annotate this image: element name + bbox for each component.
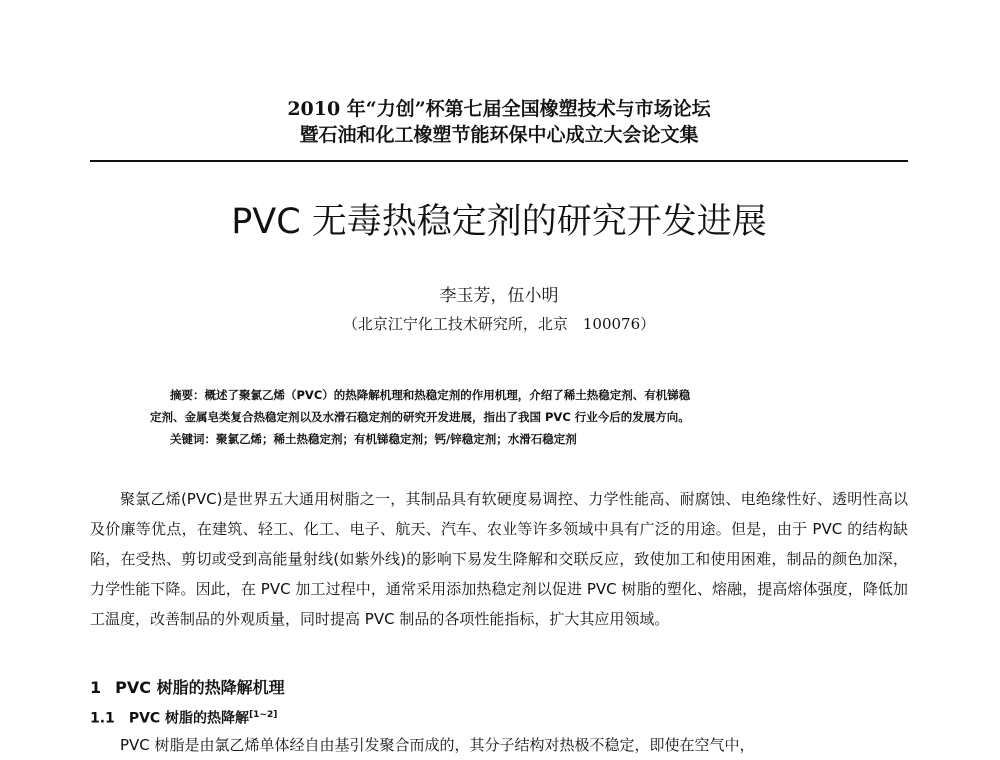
authors: 李玉芳，伍小明: [439, 286, 559, 306]
keywords: 关键词：聚氯乙烯；稀土热稳定剂；有机锑稳定剂；钙/锌稳定剂；水滑石稳定剂: [170, 432, 577, 446]
header-line-2: 暨石油和化工橡塑节能环保中心成立大会论文集: [299, 124, 699, 146]
section-1-title: PVC 树脂的热降解机理: [115, 678, 285, 697]
intro-paragraph: 聚氯乙烯(PVC)是世界五大通用树脂之一，其制品具有软硬度易调控、力学性能高、耐腐蚀、电绝缘性好、透明性高以及价廉等优点，在建筑、轻工、化工、电子、航天、汽车、农业等许多领域中具有广泛的用途。但是，由于 PVC 的结构缺陷，在受热、剪切或受到高能量射线(如紫外线)的影响下易发生降解和交联反应，致使加工和使用困难，制品的颜色加深，力学性能下降。因此，在 PVC 加工过程中，通常采用添加热稳定剂以促进 PVC 树脂的塑化、熔融，提高熔体强度，降低加工温度，改善制品的外观质量，同时提高 PVC 制品的各项性能指标，扩大其应用领域。: [90, 490, 908, 628]
section-1-1-title: PVC 树脂的热降解: [128, 710, 250, 727]
proceedings-header: [90, 96, 908, 148]
intro-section: [90, 484, 908, 634]
header-line-1: 2010 年“力创”杯第七届全国橡塑技术与市场论坛: [287, 98, 711, 120]
abstract-line-2: 定剂、金属皂类复合热稳定剂以及水滑石稳定剂的研究开发进展，指出了我国 PVC 行业今后的发展方向。: [150, 410, 690, 424]
paper-title: PVC 无毒热稳定剂的研究开发进展: [231, 202, 767, 242]
section-1-1-text: PVC 树脂是由氯乙烯单体经自由基引发聚合而成的，其分子结构对热极不稳定，即使在空气中，: [120, 736, 755, 754]
section-1-heading: [90, 677, 285, 699]
section-1-1-ref: [1~2]: [249, 710, 278, 720]
affiliation: （北京江宁化工技术研究所，北京 100076）: [342, 315, 656, 333]
section-1-1-number: 1.1: [90, 710, 115, 727]
abstract-line-1: 摘要：概述了聚氯乙烯（PVC）的热降解机理和热稳定剂的作用机理，介绍了稀土热稳定剂、有机锑稳: [170, 388, 691, 402]
abstract-block: [150, 384, 870, 450]
section-1-number: 1: [90, 678, 102, 697]
header-rule: [90, 160, 908, 162]
section-1-1-heading: [90, 705, 277, 729]
